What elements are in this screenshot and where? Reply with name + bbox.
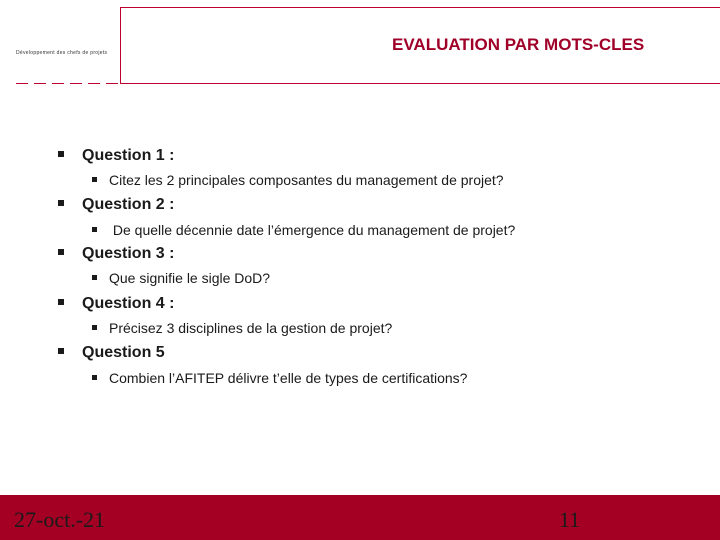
- square-bullet-icon: [58, 299, 64, 305]
- question-3-label: Question 3 :: [82, 245, 175, 262]
- footer-bar: [0, 495, 720, 540]
- square-bullet-icon: [92, 227, 97, 232]
- square-bullet-icon: [58, 249, 64, 255]
- question-2-subitem: [92, 222, 515, 238]
- square-bullet-icon: [92, 177, 97, 182]
- question-3-text: Que signifie le sigle DoD?: [109, 270, 271, 286]
- header-subtitle: Développement des chefs de projets: [16, 50, 108, 56]
- question-5-text: Combien l’AFITEP délivre t’elle de types de certifications?: [109, 370, 468, 386]
- page-number: 11: [559, 507, 581, 532]
- page-title: EVALUATION PAR MOTS-CLES: [392, 35, 645, 54]
- question-5-label: Question 5: [82, 344, 165, 361]
- question-4-item: [58, 295, 174, 313]
- question-3-item: [58, 245, 174, 263]
- square-bullet-icon: [58, 200, 64, 206]
- question-5-item: [58, 344, 165, 362]
- square-bullet-icon: [92, 375, 97, 380]
- question-2-text: De quelle décennie date l’émergence du management de projet?: [109, 222, 516, 238]
- question-4-text: Précisez 3 disciplines de la gestion de projet?: [109, 320, 393, 336]
- square-bullet-icon: [92, 275, 97, 280]
- square-bullet-icon: [92, 325, 97, 330]
- footer-date: 27-oct.-21: [14, 507, 106, 532]
- square-bullet-icon: [58, 348, 64, 354]
- question-1-item: [58, 147, 174, 165]
- question-4-subitem: [92, 320, 392, 336]
- header-dashed-line: [16, 83, 120, 84]
- question-1-label: Question 1 :: [82, 147, 175, 164]
- header-top-line: [120, 7, 720, 8]
- header-vertical-line: [120, 7, 121, 83]
- question-2-label: Question 2 :: [82, 196, 175, 213]
- square-bullet-icon: [58, 151, 64, 157]
- header-bottom-line: [120, 83, 720, 84]
- question-2-item: [58, 196, 174, 214]
- question-1-text: Citez les 2 principales composantes du management de projet?: [109, 172, 504, 188]
- question-5-subitem: [92, 370, 467, 386]
- question-1-subitem: [92, 172, 504, 188]
- question-3-subitem: [92, 270, 270, 286]
- question-4-label: Question 4 :: [82, 295, 175, 312]
